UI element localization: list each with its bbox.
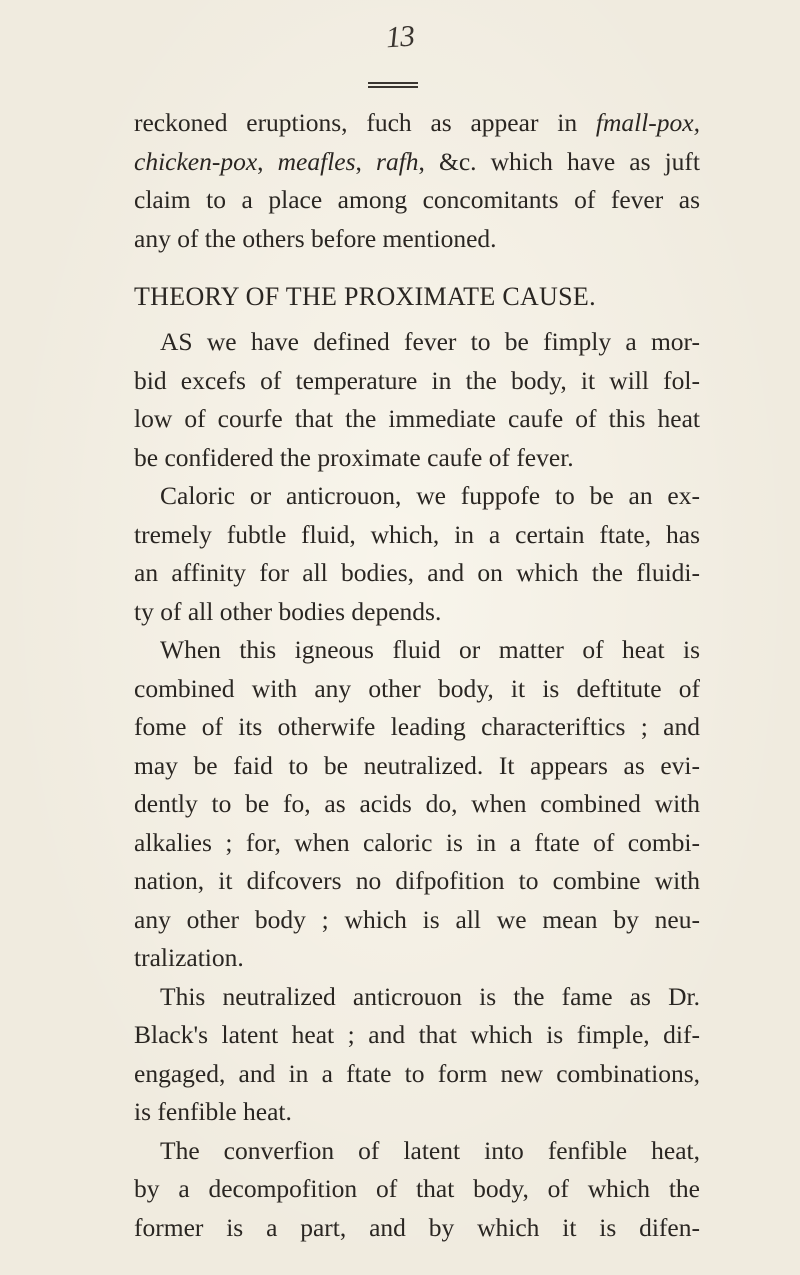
page-number: 13 xyxy=(384,19,416,55)
text-line: chicken-pox, meafles, rafh, &c. which have as juft xyxy=(134,146,700,176)
text-line: engaged, and in a ftate to form new combinations, xyxy=(134,1058,700,1088)
text-line: fome of its otherwife leading characteriftics ; and xyxy=(134,712,700,741)
text-line: combined with any other body, it is deftitute of xyxy=(134,673,700,703)
text-line: former is a part, and by which it is difen- xyxy=(134,1212,700,1242)
text-line: be confidered the proximate caufe of fever. xyxy=(134,442,574,472)
text-line: by a decompofition of that body, of which the xyxy=(134,1174,700,1203)
text-line: Caloric or anticrouon, we fuppofe to be an ex- xyxy=(160,481,700,510)
spacer xyxy=(134,258,700,270)
body-text xyxy=(134,104,700,1247)
text-line: Black's latent heat ; and that which is fimple, dif- xyxy=(134,1020,700,1049)
text-line: any of the others before mentioned. xyxy=(134,223,497,253)
text-line: When this igneous fluid or matter of heat is xyxy=(160,635,700,664)
text-line: tralization. xyxy=(134,943,244,972)
text-line: any other body ; which is all we mean by neu- xyxy=(134,904,700,934)
text-line: This neutralized anticrouon is the fame as Dr. xyxy=(160,981,700,1011)
text-line: ty of all other bodies depends. xyxy=(134,596,442,626)
header-rule xyxy=(368,82,418,88)
text-line: may be faid to be neutralized. It appears as evi- xyxy=(134,750,700,780)
text-line: low of courfe that the immediate caufe of this heat xyxy=(134,404,700,433)
text-line: reckoned eruptions, fuch as appear in fmall-pox, xyxy=(134,108,700,137)
text-line: alkalies ; for, when caloric is in a ftate of combi- xyxy=(134,827,700,857)
text-line: claim to a place among concomitants of fever as xyxy=(134,185,700,214)
text-line: AS we have defined fever to be fimply a mor- xyxy=(160,327,700,356)
text-line: nation, it difcovers no difpofition to combine with xyxy=(134,866,700,895)
text-line: The converfion of latent into fenfible heat, xyxy=(160,1135,700,1165)
text-line: bid excefs of temperature in the body, it will fol- xyxy=(134,365,700,395)
text-line: dently to be fo, as acids do, when combined with xyxy=(134,789,700,818)
section-heading: THEORY OF THE PROXIMATE CAUSE. xyxy=(134,282,596,311)
text-line: tremely fubtle fluid, which, in a certain ftate, has xyxy=(134,519,700,549)
text-line: is fenfible heat. xyxy=(134,1097,292,1126)
text-line: an affinity for all bodies, and on which the fluidi- xyxy=(134,558,700,587)
